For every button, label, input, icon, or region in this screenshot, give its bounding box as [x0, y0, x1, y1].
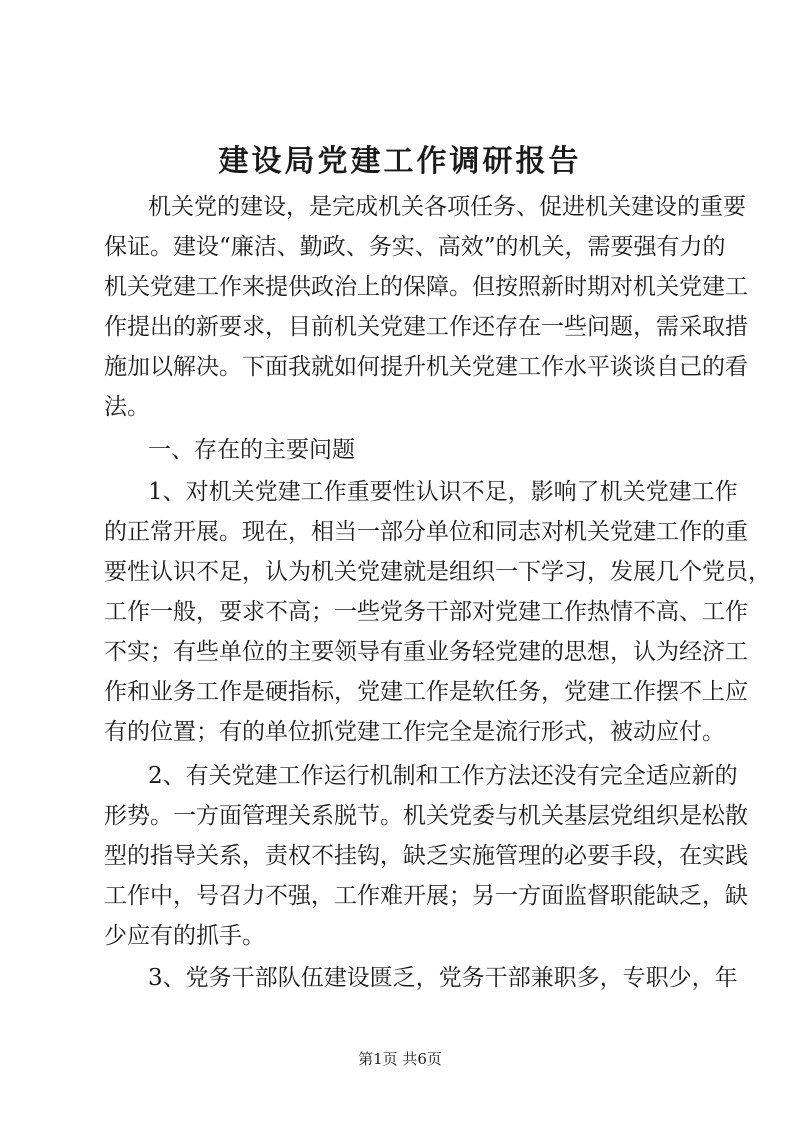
text-line: 工作中，号召力不强，工作难开展；另一方面监督职能缺乏，缺	[104, 883, 748, 909]
text-line: 保证。建设“廉洁、勤政、务实、高效”的机关，需要强有力的	[104, 234, 726, 260]
text-line: 要性认识不足，认为机关党建就是组织一下学习，发展几个党员，	[104, 559, 771, 585]
text-line: 机关党建工作来提供政治上的保障。但按照新时期对机关党建工	[104, 274, 748, 300]
text-line: 有的位置；有的单位抓党建工作完全是流行形式，被动应付。	[104, 719, 725, 745]
page-footer: 第1页 共6页	[358, 1050, 442, 1068]
text-line: 机关党的建设，是完成机关各项任务、促进机关建设的重要	[148, 194, 746, 220]
text-line: 作提出的新要求，目前机关党建工作还存在一些问题，需采取措	[104, 314, 748, 340]
text-line: 工作一般，要求不高；一些党务干部对党建工作热情不高、工作	[104, 599, 748, 625]
document-title: 建设局党建工作调研报告	[218, 144, 582, 179]
section-heading: 一、存在的主要问题	[148, 437, 355, 463]
text-line: 形势。一方面管理关系脱节。机关党委与机关基层党组织是松散	[104, 803, 748, 829]
text-line: 型的指导关系，责权不挂钩，缺乏实施管理的必要手段，在实践	[104, 843, 748, 869]
text-line: 施加以解决。下面我就如何提升机关党建工作水平谈谈自己的看	[104, 354, 748, 380]
text-line: 作和业务工作是硬指标，党建工作是软任务，党建工作摆不上应	[104, 679, 748, 705]
text-line: 2、有关党建工作运行机制和工作方法还没有完全适应新的	[148, 763, 738, 789]
text-line: 少应有的抓手。	[104, 923, 265, 949]
text-line: 不实；有些单位的主要领导有重业务轻党建的思想，认为经济工	[104, 639, 748, 665]
text-line: 法。	[104, 394, 150, 420]
text-line: 的正常开展。现在，相当一部分单位和同志对机关党建工作的重	[104, 519, 748, 545]
text-line: 1、对机关党建工作重要性认识不足，影响了机关党建工作	[148, 479, 738, 505]
text-line: 3、党务干部队伍建设匮乏，党务干部兼职多，专职少，年	[148, 965, 738, 991]
